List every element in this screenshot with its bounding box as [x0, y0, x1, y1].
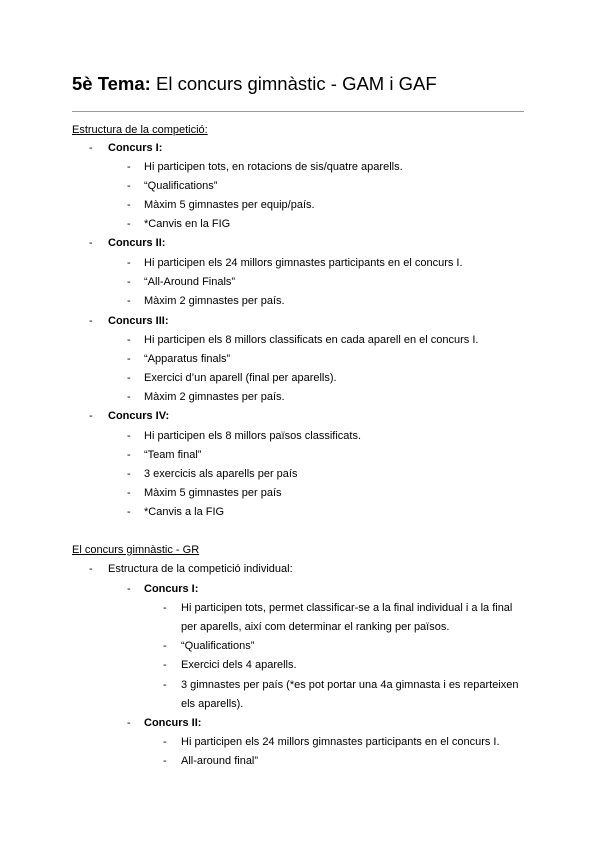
bullet-dash: - [127, 199, 131, 211]
bullet-dash: - [127, 391, 131, 403]
bullet-dash: - [127, 430, 131, 442]
bullet-dash: - [127, 180, 131, 192]
bullet-dash: - [127, 468, 131, 480]
bullet-dash: - [163, 755, 167, 767]
bullet-dash: - [163, 679, 167, 691]
bullet-dash: - [127, 257, 131, 269]
bullet-dash: - [127, 161, 131, 173]
list-item: Màxim 5 gimnastes per equip/país. [144, 199, 315, 211]
bullet-dash: - [127, 334, 131, 346]
section-heading-gr: El concurs gimnàstic - GR [72, 544, 200, 556]
bullet-dash: - [127, 487, 131, 499]
list-item: *Canvis a la FIG [144, 506, 225, 518]
list-item: “Qualifications” [144, 180, 218, 192]
list-item-continuation: els aparells). [181, 698, 244, 710]
list-item: Hi participen tots, en rotacions de sis/quatre aparells. [144, 161, 403, 173]
group-label-concurs-2: Concurs II: [108, 237, 166, 249]
page-title [72, 72, 437, 96]
bullet-dash: - [127, 372, 131, 384]
list-item: Màxim 2 gimnastes per país. [144, 391, 285, 403]
list-item: Hi participen tots, permet classificar-se a la final individual i a la final [181, 602, 513, 614]
bullet-dash: - [89, 142, 93, 154]
group-label-gr-concurs-2: Concurs II: [144, 717, 202, 729]
group-label-concurs-1: Concurs I: [108, 142, 163, 154]
bullet-dash: - [127, 353, 131, 365]
list-item: 3 gimnastes per país (*es pot portar una 4a gimnasta i es reparteixen [181, 679, 519, 691]
list-item: “Qualifications” [181, 640, 255, 652]
list-item: Hi participen els 8 millors països classificats. [144, 430, 362, 442]
bullet-dash: - [127, 583, 131, 595]
list-item: Màxim 2 gimnastes per país. [144, 295, 285, 307]
list-item: 3 exercicis als aparells per país [144, 468, 298, 480]
list-item: “Apparatus finals” [144, 353, 231, 365]
bullet-dash: - [163, 736, 167, 748]
list-item: “All-Around Finals” [144, 276, 236, 288]
sub-heading-individual: Estructura de la competició individual: [108, 563, 293, 575]
bullet-dash: - [163, 602, 167, 614]
group-label-gr-concurs-1: Concurs I: [144, 583, 199, 595]
title-divider [72, 111, 524, 112]
bullet-dash: - [127, 449, 131, 461]
list-item: Hi participen els 24 millors gimnastes participants en el concurs I. [181, 736, 500, 748]
bullet-dash: - [163, 659, 167, 671]
group-label-concurs-4: Concurs IV: [108, 410, 170, 422]
list-item: Hi participen els 24 millors gimnastes participants en el concurs I. [144, 257, 463, 269]
list-item-continuation: per aparells, així com determinar el ranking per països. [181, 621, 450, 633]
title-text: El concurs gimnàstic - GAM i GAF [155, 73, 437, 94]
bullet-dash: - [163, 640, 167, 652]
bullet-dash: - [127, 276, 131, 288]
group-label-concurs-3: Concurs III: [108, 315, 169, 327]
bullet-dash: - [89, 563, 93, 575]
section-heading-structure: Estructura de la competició: [72, 124, 208, 136]
list-item: All-around final” [181, 755, 259, 767]
list-item: Màxim 5 gimnastes per país [144, 487, 282, 499]
list-item: Exercici dels 4 aparells. [181, 659, 297, 671]
bullet-dash: - [89, 410, 93, 422]
bullet-dash: - [127, 506, 131, 518]
bullet-dash: - [89, 315, 93, 327]
list-item: “Team final” [144, 449, 202, 461]
bullet-dash: - [127, 717, 131, 729]
title-prefix: 5è Tema: [72, 73, 151, 94]
list-item: Exercici d’un aparell (final per aparells). [144, 372, 337, 384]
bullet-dash: - [127, 295, 131, 307]
list-item: Hi participen els 8 millors classificats en cada aparell en el concurs I. [144, 334, 479, 346]
bullet-dash: - [127, 218, 131, 230]
bullet-dash: - [89, 237, 93, 249]
list-item: *Canvis en la FIG [144, 218, 231, 230]
